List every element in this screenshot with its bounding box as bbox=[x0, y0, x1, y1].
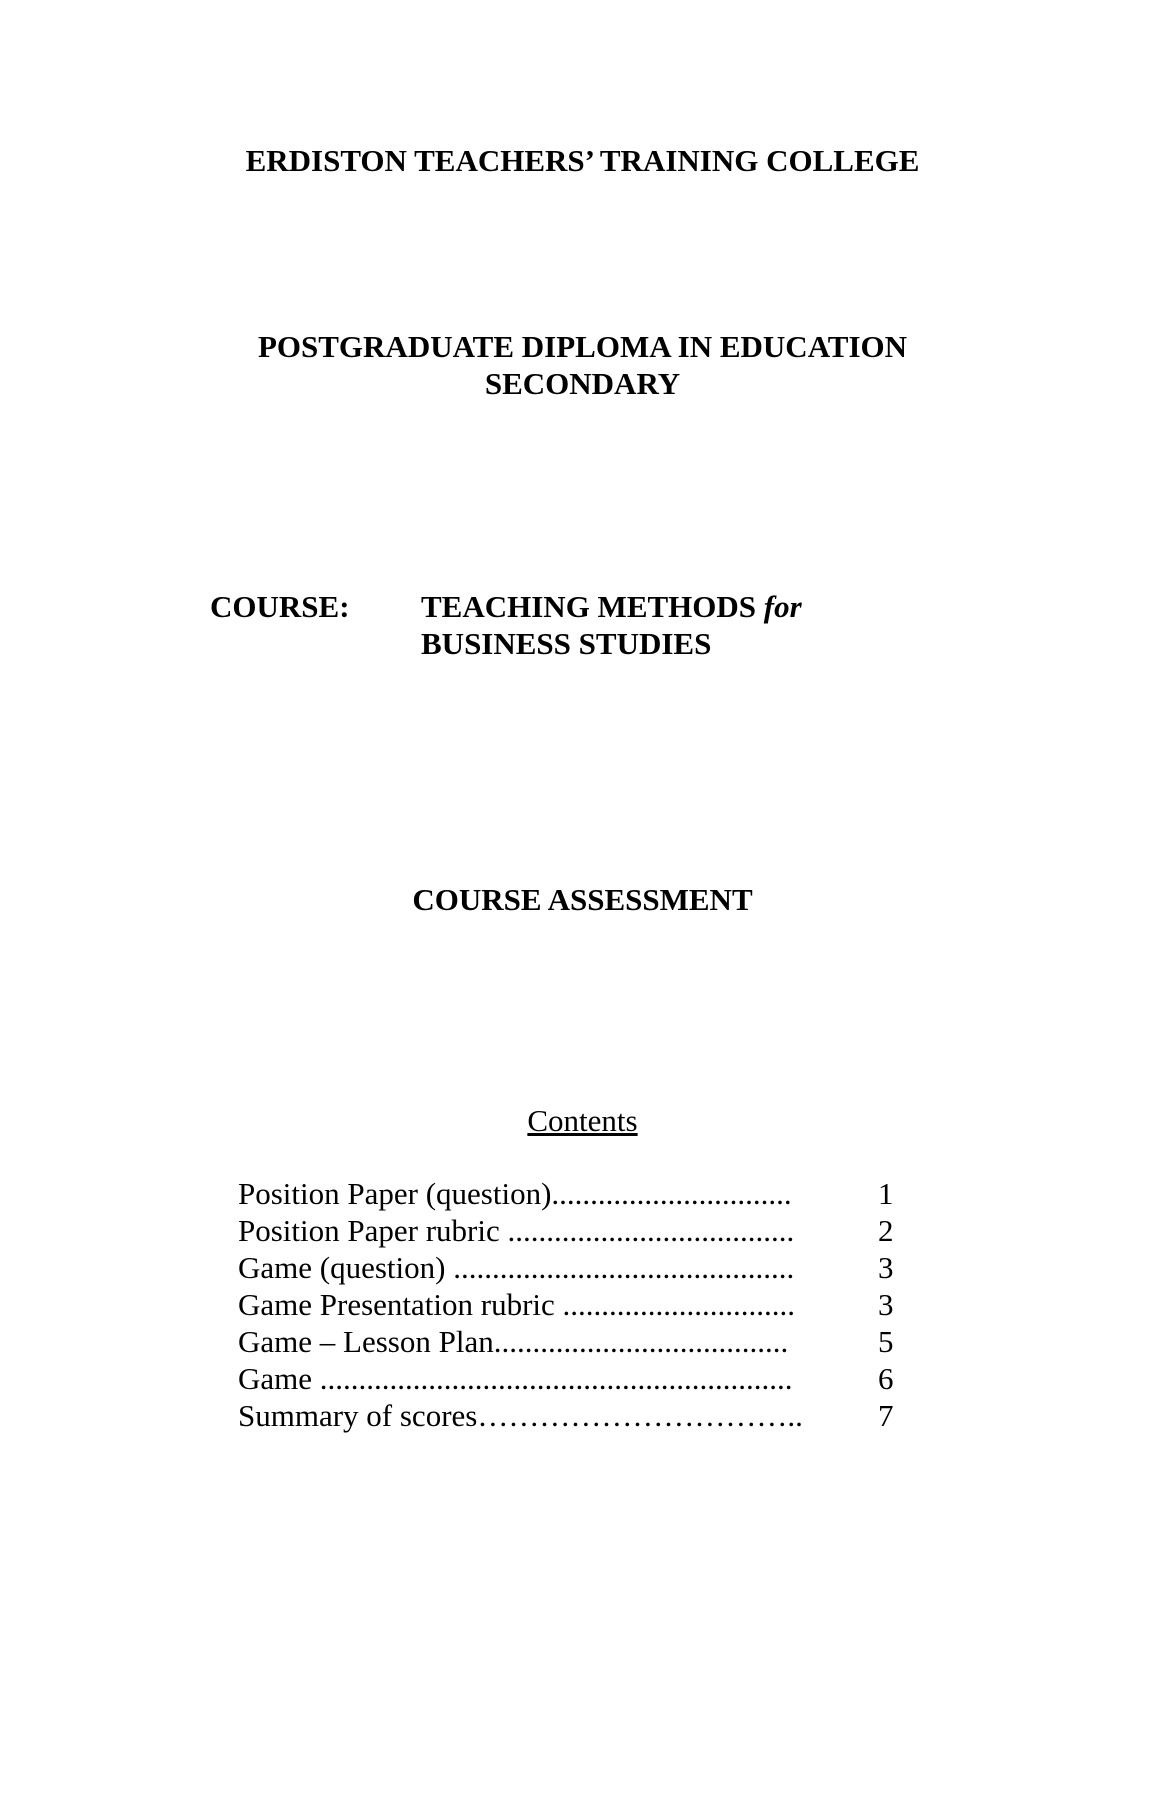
toc-page-number: 1 bbox=[878, 1176, 894, 1211]
toc-row bbox=[238, 1286, 898, 1323]
toc-entry: Game – Lesson Plan...................................... bbox=[238, 1324, 789, 1359]
course-title-line2: BUSINESS STUDIES bbox=[421, 626, 712, 661]
contents-title: Contents bbox=[527, 1103, 638, 1138]
toc-row bbox=[238, 1249, 898, 1286]
course-title-italic: for bbox=[763, 589, 802, 624]
toc-row bbox=[238, 1212, 898, 1249]
table-of-contents bbox=[238, 1175, 898, 1434]
toc-page-number: 5 bbox=[878, 1324, 894, 1359]
toc-page-number: 7 bbox=[878, 1398, 894, 1433]
assessment-heading: COURSE ASSESSMENT bbox=[412, 882, 753, 917]
toc-page-number: 2 bbox=[878, 1213, 894, 1248]
toc-entry: Summary of scores………………………….. bbox=[238, 1398, 803, 1433]
toc-entry: Game (question) ............................................ bbox=[238, 1250, 795, 1285]
toc-page-number: 3 bbox=[878, 1287, 894, 1322]
course-title bbox=[421, 588, 802, 625]
toc-entry: Position Paper (question)............................... bbox=[238, 1176, 792, 1211]
toc-row bbox=[238, 1397, 898, 1434]
toc-row bbox=[238, 1175, 898, 1212]
toc-row bbox=[238, 1360, 898, 1397]
toc-row bbox=[238, 1323, 898, 1360]
toc-entry: Game Presentation rubric .............................. bbox=[238, 1287, 796, 1322]
toc-entry: Game ............................................................. bbox=[238, 1361, 793, 1396]
course-label: COURSE: bbox=[210, 589, 350, 624]
toc-entry: Position Paper rubric ..................................... bbox=[238, 1213, 795, 1248]
college-name: ERDISTON TEACHERS’ TRAINING COLLEGE bbox=[245, 143, 920, 178]
toc-page-number: 3 bbox=[878, 1250, 894, 1285]
programme-title: POSTGRADUATE DIPLOMA IN EDUCATION bbox=[257, 329, 908, 364]
programme-level: SECONDARY bbox=[484, 366, 681, 401]
course-title-main: TEACHING METHODS bbox=[421, 589, 757, 624]
toc-page-number: 6 bbox=[878, 1361, 894, 1396]
